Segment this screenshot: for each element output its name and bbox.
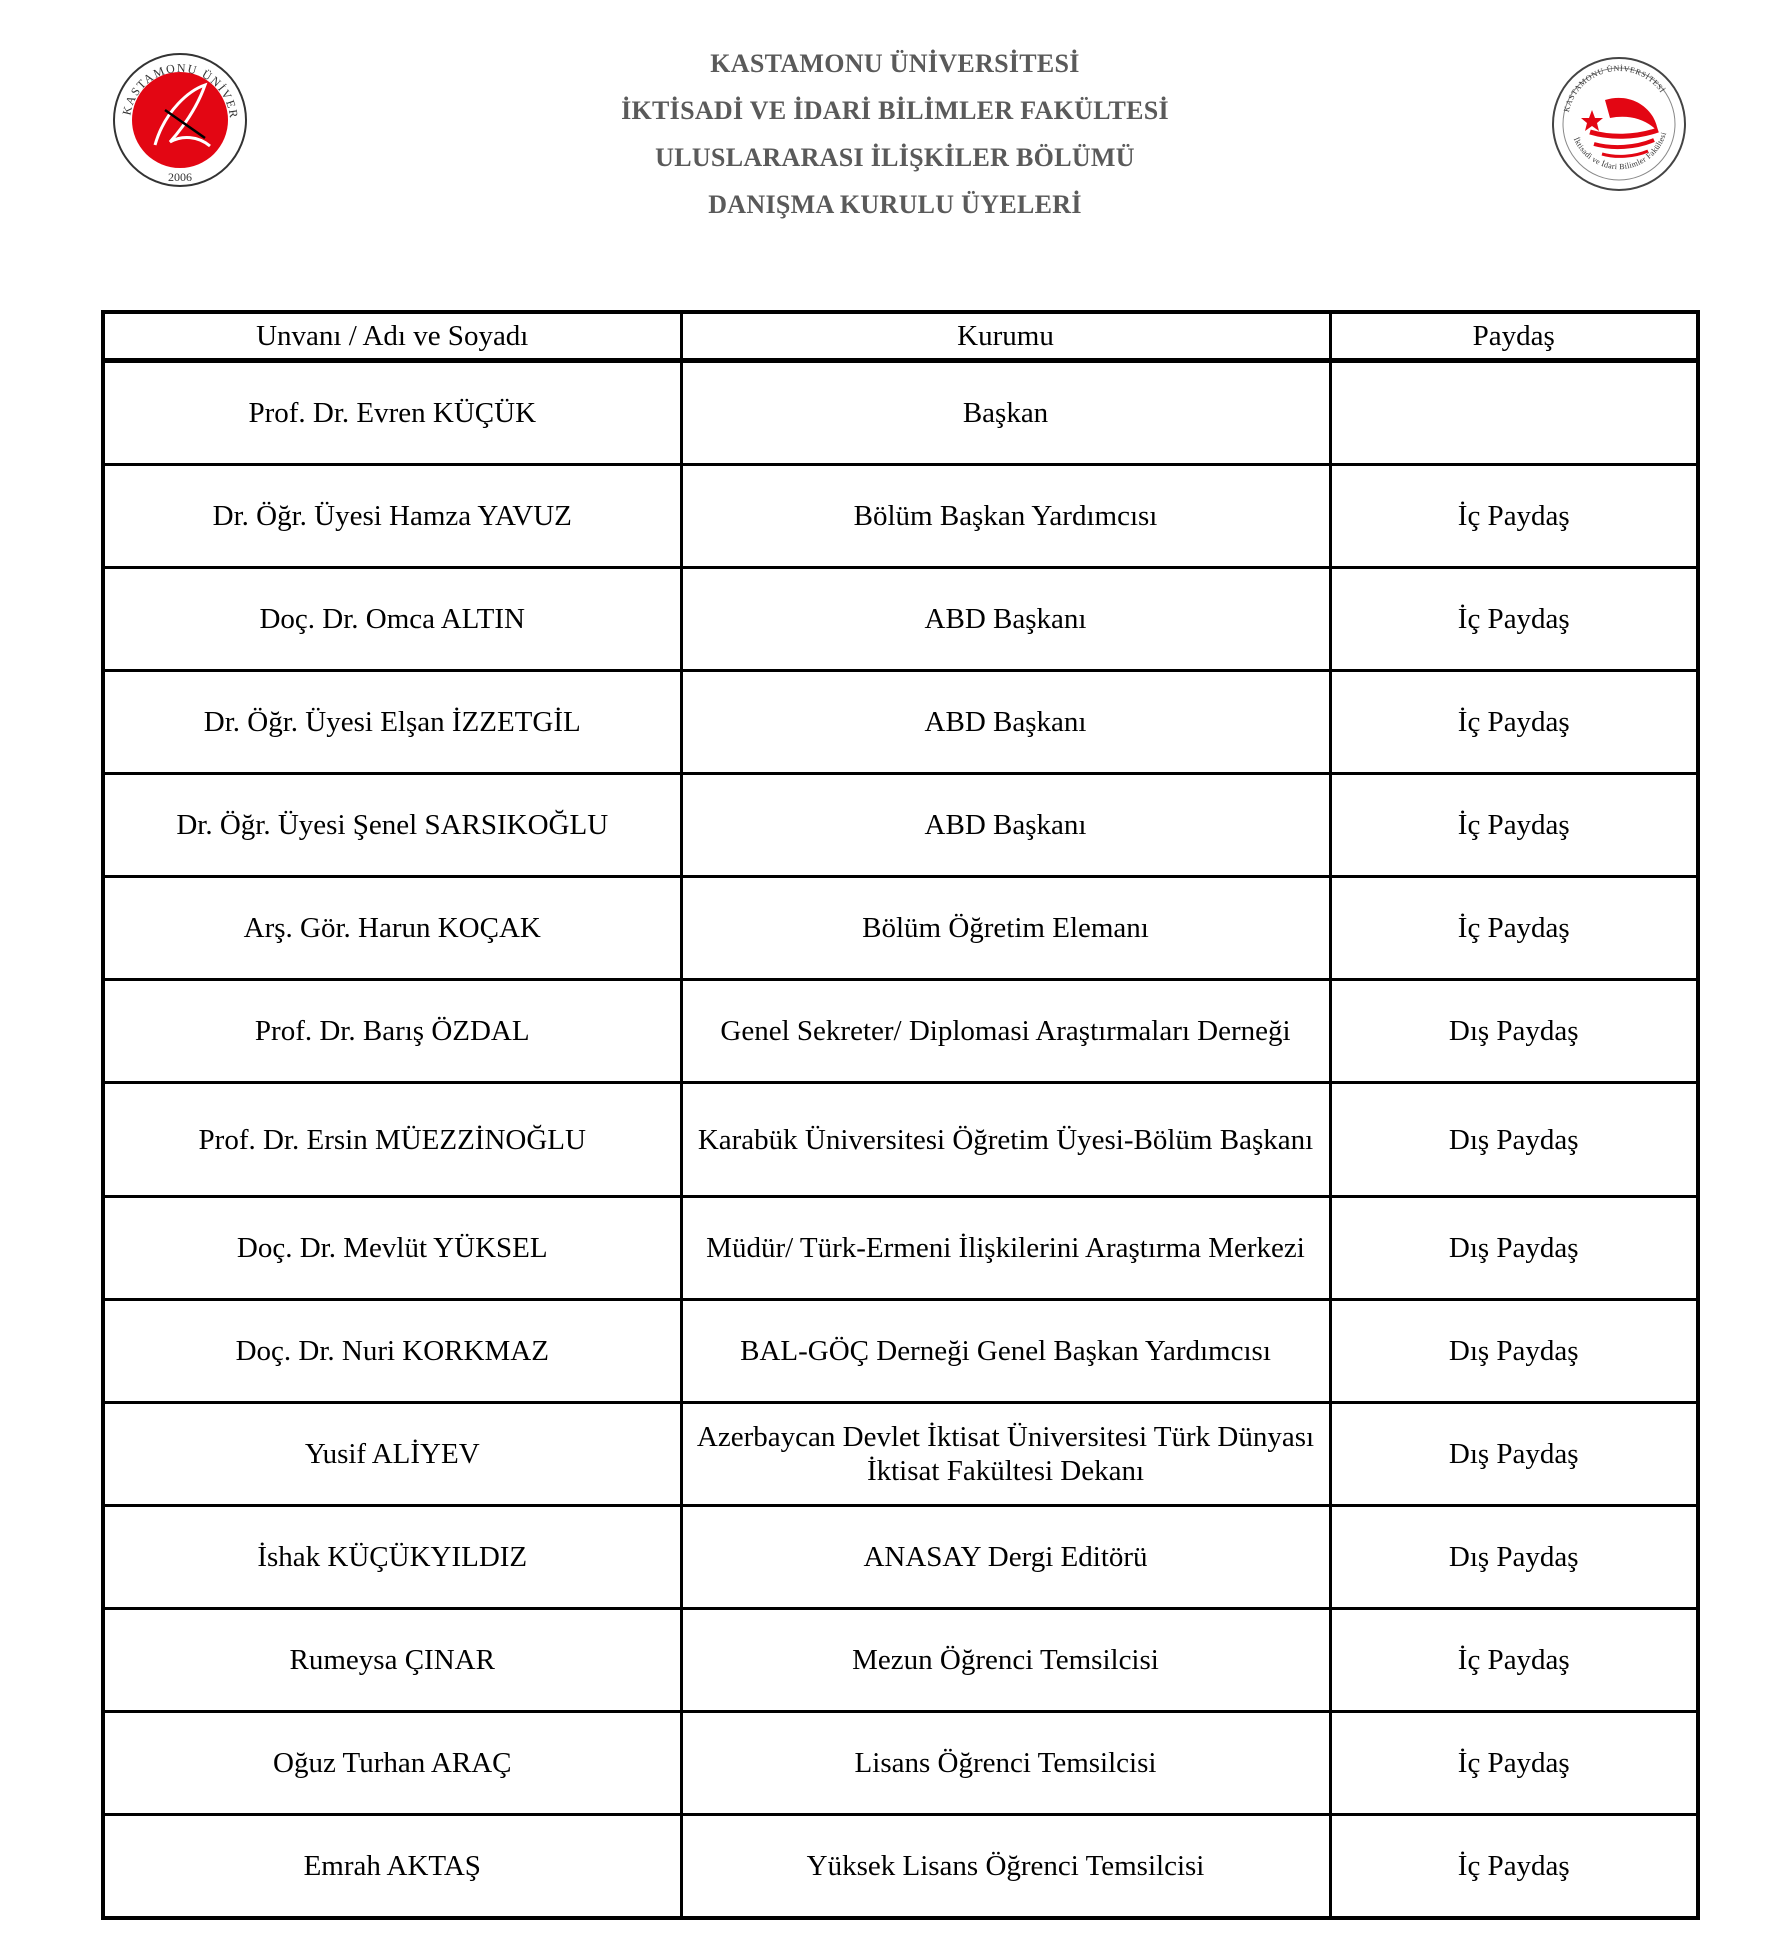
svg-text:2006: 2006 (168, 170, 192, 184)
table-row (103, 1506, 1698, 1609)
member-name: Rumeysa ÇINAR (103, 1609, 681, 1712)
advisory-board-table (101, 310, 1700, 1920)
member-institution: Genel Sekreter/ Diplomasi Araştırmaları Derneği (681, 980, 1330, 1083)
member-institution: Başkan (681, 361, 1330, 465)
member-institution: ABD Başkanı (681, 568, 1330, 671)
member-stakeholder: Dış Paydaş (1330, 980, 1698, 1083)
member-institution: Bölüm Öğretim Elemanı (681, 877, 1330, 980)
member-stakeholder: Dış Paydaş (1330, 1083, 1698, 1197)
member-institution: ABD Başkanı (681, 671, 1330, 774)
faculty-name: İKTİSADİ VE İDARİ BİLİMLER FAKÜLTESİ (621, 96, 1169, 125)
svg-text:KASTAMONU ÜNİVERSİTESİ: KASTAMONU ÜNİVER (119, 60, 242, 120)
table-row (103, 774, 1698, 877)
table-row (103, 1609, 1698, 1712)
department-name: ULUSLARARASI İLİŞKİLER BÖLÜMÜ (655, 143, 1135, 172)
member-name: Yusif ALİYEV (103, 1403, 681, 1506)
table-row (103, 1300, 1698, 1403)
member-institution: ABD Başkanı (681, 774, 1330, 877)
table-row (103, 877, 1698, 980)
member-name: Oğuz Turhan ARAÇ (103, 1712, 681, 1815)
member-stakeholder: İç Paydaş (1330, 465, 1698, 568)
table-header-row (103, 312, 1698, 361)
member-institution: Müdür/ Türk-Ermeni İlişkilerini Araştırma Merkezi (681, 1197, 1330, 1300)
document-header (0, 40, 1790, 228)
member-name: Emrah AKTAŞ (103, 1815, 681, 1919)
column-header-institution: Kurumu (681, 312, 1330, 361)
member-institution: Karabük Üniversitesi Öğretim Üyesi-Bölüm Başkanı (681, 1083, 1330, 1197)
member-stakeholder (1330, 361, 1698, 465)
table-row (103, 671, 1698, 774)
member-institution: Yüksek Lisans Öğrenci Temsilcisi (681, 1815, 1330, 1919)
member-institution: Bölüm Başkan Yardımcısı (681, 465, 1330, 568)
member-stakeholder: İç Paydaş (1330, 877, 1698, 980)
faculty-seal-icon (1550, 52, 1688, 197)
member-name: Dr. Öğr. Üyesi Elşan İZZETGİL (103, 671, 681, 774)
member-stakeholder: İç Paydaş (1330, 671, 1698, 774)
svg-text:İktisadi ve İdari Bilimler Fak: İktisadi ve İdari Bilimler Fakültesi (1571, 130, 1669, 172)
member-name: Dr. Öğr. Üyesi Hamza YAVUZ (103, 465, 681, 568)
member-name: Arş. Gör. Harun KOÇAK (103, 877, 681, 980)
member-name: Doç. Dr. Nuri KORKMAZ (103, 1300, 681, 1403)
member-institution: ANASAY Dergi Editörü (681, 1506, 1330, 1609)
table-row (103, 568, 1698, 671)
member-name: Dr. Öğr. Üyesi Şenel SARSIKOĞLU (103, 774, 681, 877)
member-stakeholder: Dış Paydaş (1330, 1300, 1698, 1403)
faculty-logo (1550, 52, 1688, 197)
member-name: Prof. Dr. Ersin MÜEZZİNOĞLU (103, 1083, 681, 1197)
member-institution: Azerbaycan Devlet İktisat Üniversitesi Türk Dünyası İktisat Fakültesi Dekanı (681, 1403, 1330, 1506)
member-stakeholder: İç Paydaş (1330, 1712, 1698, 1815)
member-institution: Mezun Öğrenci Temsilcisi (681, 1609, 1330, 1712)
member-name: İshak KÜÇÜKYILDIZ (103, 1506, 681, 1609)
member-institution: Lisans Öğrenci Temsilcisi (681, 1712, 1330, 1815)
table-row (103, 1403, 1698, 1506)
member-stakeholder: İç Paydaş (1330, 1815, 1698, 1919)
member-stakeholder: Dış Paydaş (1330, 1403, 1698, 1506)
member-name: Doç. Dr. Mevlüt YÜKSEL (103, 1197, 681, 1300)
university-name: KASTAMONU ÜNİVERSİTESİ (710, 49, 1080, 78)
table-row (103, 1083, 1698, 1197)
member-stakeholder: Dış Paydaş (1330, 1506, 1698, 1609)
member-name: Prof. Dr. Evren KÜÇÜK (103, 361, 681, 465)
page-title: DANIŞMA KURULU ÜYELERİ (708, 190, 1082, 219)
svg-text:KASTAMONU ÜNİVERSİTESİ: KASTAMONU ÜNİVERSİTESİ (1562, 63, 1667, 113)
member-institution: BAL-GÖÇ Derneği Genel Başkan Yardımcısı (681, 1300, 1330, 1403)
table-row (103, 361, 1698, 465)
member-name: Prof. Dr. Barış ÖZDAL (103, 980, 681, 1083)
member-stakeholder: İç Paydaş (1330, 1609, 1698, 1712)
member-stakeholder: Dış Paydaş (1330, 1197, 1698, 1300)
table-row (103, 1815, 1698, 1919)
table-row (103, 1712, 1698, 1815)
column-header-stakeholder: Paydaş (1330, 312, 1698, 361)
member-stakeholder: İç Paydaş (1330, 774, 1698, 877)
member-stakeholder: İç Paydaş (1330, 568, 1698, 671)
table-row (103, 980, 1698, 1083)
column-header-name: Unvanı / Adı ve Soyadı (103, 312, 681, 361)
member-name: Doç. Dr. Omca ALTIN (103, 568, 681, 671)
table-row (103, 1197, 1698, 1300)
table-row (103, 465, 1698, 568)
